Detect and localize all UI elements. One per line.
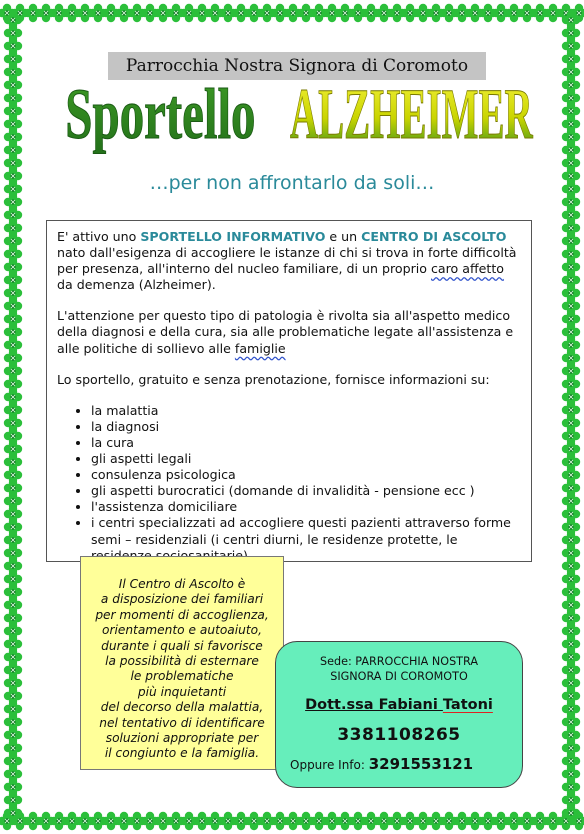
- clover-icon: [453, 4, 471, 22]
- clover-icon: [0, 4, 16, 22]
- info-text: nato dall'esigenza di accogliere le istanze di chi si trova in forte difficoltà per presenza, all'interno del nucleo familiare, di un proprio: [57, 245, 517, 277]
- clover-icon: [562, 791, 580, 809]
- clover-icon: [466, 812, 484, 830]
- clover-icon: [4, 128, 22, 146]
- clover-icon: [427, 4, 445, 22]
- info-text: E' attivo uno: [57, 229, 141, 244]
- clover-icon: [557, 812, 575, 830]
- clover-icon: [4, 648, 22, 666]
- info-text: e un: [325, 229, 362, 244]
- clover-icon: [4, 37, 22, 55]
- clover-icon: [63, 4, 81, 22]
- clover-icon: [562, 63, 580, 81]
- clover-icon: [505, 4, 523, 22]
- clover-icon: [4, 726, 22, 744]
- clover-icon: [401, 4, 419, 22]
- clover-icon: [297, 812, 315, 830]
- clover-icon: [562, 219, 580, 237]
- clover-icon: [562, 284, 580, 302]
- clover-icon: [562, 492, 580, 510]
- clover-icon: [4, 570, 22, 588]
- clover-icon: [479, 4, 497, 22]
- clover-icon: [4, 89, 22, 107]
- clover-icon: [4, 791, 22, 809]
- clover-icon: [4, 713, 22, 731]
- clover-icon: [518, 812, 536, 830]
- clover-icon: [562, 102, 580, 120]
- clover-icon: [4, 50, 22, 68]
- clover-icon: [193, 4, 211, 22]
- clover-icon: [323, 812, 341, 830]
- clover-icon: [453, 812, 471, 830]
- doctor-name: [284, 697, 514, 713]
- clover-icon: [193, 812, 211, 830]
- clover-icon: [479, 812, 497, 830]
- clover-icon: [562, 479, 580, 497]
- clover-icon: [562, 609, 580, 627]
- clover-icon: [562, 323, 580, 341]
- info-text: da demenza (Alzheimer).: [57, 277, 216, 293]
- clover-icon: [4, 180, 22, 198]
- clover-icon: [562, 349, 580, 367]
- clover-icon: [544, 812, 562, 830]
- highlight-sportello: SPORTELLO INFORMATIVO: [140, 229, 326, 244]
- clover-border-right: [558, 0, 584, 834]
- info-paragraph-3: Lo sportello, gratuito e senza prenotazione, fornisce informazioni su:: [57, 371, 490, 387]
- clover-icon: [562, 648, 580, 666]
- note-line: durante i quali si favorisce: [101, 638, 263, 653]
- clover-icon: [167, 812, 185, 830]
- parish-name: Parrocchia Nostra Signora di Coromoto: [108, 52, 486, 80]
- list-item: • l'assistenza domiciliare: [91, 499, 521, 515]
- info-paragraph-1: [57, 229, 521, 293]
- clover-icon: [562, 401, 580, 419]
- clover-icon: [206, 812, 224, 830]
- clover-icon: [4, 115, 22, 133]
- clover-icon: [562, 505, 580, 523]
- note-line: per momenti di accoglienza,: [95, 607, 269, 622]
- clover-icon: [562, 297, 580, 315]
- alt-contact: [284, 755, 514, 773]
- list-item: • gli aspetti burocratici (domande di invalidità - pensione ecc ): [91, 483, 521, 499]
- info-text: L'attenzione per questo tipo di patologia è rivolta sia all'aspetto medico della diagnosi e della cura, sia alle problematiche legate all'assistenza e alle politiche di sollievo alle: [57, 308, 514, 356]
- clover-icon: [518, 4, 536, 22]
- clover-icon: [128, 812, 146, 830]
- phone-number[interactable]: 3381108265: [337, 725, 461, 745]
- list-item: • la cura: [91, 435, 521, 451]
- clover-icon: [4, 414, 22, 432]
- clover-icon: [11, 4, 29, 22]
- clover-border-bottom: [0, 808, 584, 834]
- clover-icon: [562, 154, 580, 172]
- note-line: soluzioni appropriate per: [105, 731, 259, 746]
- tagline: …per non affrontarlo da soli…: [149, 172, 435, 194]
- clover-icon: [562, 531, 580, 549]
- clover-icon: [206, 4, 224, 22]
- clover-icon: [284, 4, 302, 22]
- clover-icon: [4, 479, 22, 497]
- clover-icon: [4, 310, 22, 328]
- clover-icon: [562, 427, 580, 445]
- clover-icon: [562, 141, 580, 159]
- note-line: più inquietanti: [137, 684, 227, 699]
- clover-icon: [562, 206, 580, 224]
- clover-icon: [63, 812, 81, 830]
- clover-border-top: [0, 0, 584, 26]
- clover-icon: [562, 674, 580, 692]
- clover-icon: [245, 812, 263, 830]
- clover-icon: [562, 752, 580, 770]
- clover-icon: [562, 700, 580, 718]
- clover-icon: [4, 206, 22, 224]
- doctor-name-first: Dott.ssa Fabiani: [305, 697, 443, 713]
- clover-icon: [4, 297, 22, 315]
- clover-icon: [50, 812, 68, 830]
- clover-icon: [258, 4, 276, 22]
- clover-icon: [562, 258, 580, 276]
- info-box: [46, 220, 532, 562]
- clover-icon: [388, 4, 406, 22]
- clover-icon: [562, 180, 580, 198]
- clover-icon: [562, 570, 580, 588]
- clover-icon: [440, 812, 458, 830]
- address-line: Sede: PARROCCHIA NOSTRA: [320, 655, 478, 668]
- clover-icon: [531, 4, 549, 22]
- alt-contact-label: Oppure Info:: [290, 758, 369, 772]
- clover-icon: [219, 4, 237, 22]
- clover-icon: [4, 76, 22, 94]
- note-line: del decorso della malattia,: [100, 700, 264, 715]
- clover-icon: [562, 726, 580, 744]
- clover-icon: [310, 812, 328, 830]
- note-line: la possibilità di esternare: [105, 654, 259, 669]
- clover-icon: [128, 4, 146, 22]
- clover-icon: [4, 492, 22, 510]
- clover-icon: [4, 11, 22, 29]
- clover-icon: [4, 141, 22, 159]
- clover-icon: [349, 812, 367, 830]
- clover-icon: [375, 812, 393, 830]
- list-item: • consulenza psicologica: [91, 467, 521, 483]
- clover-icon: [562, 167, 580, 185]
- clover-icon: [154, 4, 172, 22]
- clover-icon: [76, 812, 94, 830]
- clover-icon: [570, 812, 584, 830]
- clover-icon: [4, 609, 22, 627]
- clover-icon: [232, 4, 250, 22]
- clover-icon: [219, 812, 237, 830]
- clover-icon: [141, 812, 159, 830]
- alt-phone-number[interactable]: 3291553121: [368, 755, 474, 773]
- clover-icon: [4, 102, 22, 120]
- list-item: • la diagnosi: [91, 419, 521, 435]
- clover-icon: [245, 4, 263, 22]
- address-line: SIGNORA DI COROMOTO: [330, 670, 468, 683]
- clover-icon: [154, 812, 172, 830]
- clover-icon: [562, 804, 580, 822]
- clover-icon: [562, 37, 580, 55]
- clover-icon: [4, 336, 22, 354]
- contact-box: [275, 641, 523, 788]
- clover-icon: [562, 11, 580, 29]
- clover-icon: [562, 388, 580, 406]
- clover-icon: [362, 4, 380, 22]
- clover-icon: [336, 812, 354, 830]
- clover-icon: [297, 4, 315, 22]
- clover-icon: [401, 812, 419, 830]
- clover-icon: [115, 812, 133, 830]
- clover-icon: [102, 4, 120, 22]
- clover-icon: [4, 193, 22, 211]
- clover-icon: [37, 4, 55, 22]
- clover-icon: [562, 414, 580, 432]
- clover-icon: [4, 375, 22, 393]
- clover-icon: [562, 24, 580, 42]
- clover-icon: [4, 765, 22, 783]
- title-word-sportello: Sportello: [65, 74, 256, 155]
- clover-icon: [562, 375, 580, 393]
- clover-icon: [336, 4, 354, 22]
- clover-icon: [492, 812, 510, 830]
- clover-icon: [531, 812, 549, 830]
- clover-icon: [4, 427, 22, 445]
- clover-icon: [180, 812, 198, 830]
- list-item: • gli aspetti legali: [91, 451, 521, 467]
- clover-icon: [4, 167, 22, 185]
- clover-icon: [562, 50, 580, 68]
- clover-icon: [562, 765, 580, 783]
- list-item: • i centri specializzati ad accogliere questi pazienti attraverso forme semi – residenziali (i centri diurni, le residenze protette, le: [91, 515, 521, 563]
- note-line: le problematiche: [130, 669, 234, 684]
- clover-icon: [4, 232, 22, 250]
- clover-icon: [4, 453, 22, 471]
- clover-icon: [4, 583, 22, 601]
- clover-icon: [4, 440, 22, 458]
- clover-icon: [562, 115, 580, 133]
- contact-address: [284, 654, 514, 684]
- clover-icon: [89, 4, 107, 22]
- clover-icon: [349, 4, 367, 22]
- clover-icon: [4, 778, 22, 796]
- clover-icon: [4, 24, 22, 42]
- clover-icon: [232, 812, 250, 830]
- clover-icon: [37, 812, 55, 830]
- clover-icon: [115, 4, 133, 22]
- clover-icon: [24, 4, 42, 22]
- clover-icon: [562, 76, 580, 94]
- note-line: orientamento e autoaiuto,: [101, 623, 262, 638]
- clover-icon: [4, 674, 22, 692]
- clover-icon: [4, 544, 22, 562]
- clover-icon: [4, 258, 22, 276]
- clover-icon: [557, 4, 575, 22]
- clover-icon: [466, 4, 484, 22]
- clover-border-left: [0, 0, 26, 834]
- clover-icon: [310, 4, 328, 22]
- info-text-flagged: caro affetto: [431, 261, 504, 277]
- clover-icon: [0, 812, 16, 830]
- note-line: il congiunto e la famiglia.: [104, 746, 260, 761]
- clover-icon: [562, 713, 580, 731]
- clover-icon: [4, 349, 22, 367]
- clover-icon: [414, 812, 432, 830]
- clover-icon: [4, 687, 22, 705]
- topics-list: [57, 403, 521, 564]
- clover-icon: [562, 193, 580, 211]
- clover-icon: [562, 310, 580, 328]
- clover-icon: [258, 812, 276, 830]
- clover-icon: [11, 812, 29, 830]
- clover-icon: [362, 812, 380, 830]
- clover-icon: [562, 687, 580, 705]
- clover-icon: [562, 583, 580, 601]
- clover-icon: [562, 739, 580, 757]
- clover-icon: [4, 661, 22, 679]
- clover-icon: [167, 4, 185, 22]
- title-word-alzheimer: ALZHEIMER: [289, 74, 534, 155]
- note-line: a disposizione dei familiari: [100, 592, 264, 607]
- clover-icon: [4, 323, 22, 341]
- clover-icon: [4, 219, 22, 237]
- clover-icon: [271, 812, 289, 830]
- clover-icon: [562, 635, 580, 653]
- clover-icon: [4, 752, 22, 770]
- clover-icon: [4, 596, 22, 614]
- clover-icon: [271, 4, 289, 22]
- clover-icon: [562, 362, 580, 380]
- clover-icon: [180, 4, 198, 22]
- clover-icon: [4, 63, 22, 81]
- list-item: • la malattia: [91, 403, 521, 419]
- clover-icon: [562, 596, 580, 614]
- clover-icon: [4, 804, 22, 822]
- clover-icon: [505, 812, 523, 830]
- clover-icon: [562, 440, 580, 458]
- clover-icon: [4, 466, 22, 484]
- clover-icon: [4, 401, 22, 419]
- clover-icon: [562, 557, 580, 575]
- clover-icon: [562, 245, 580, 263]
- clover-icon: [544, 4, 562, 22]
- clover-icon: [4, 531, 22, 549]
- listening-center-note: [80, 556, 284, 770]
- clover-icon: [4, 518, 22, 536]
- info-paragraph-2: [57, 308, 521, 356]
- clover-icon: [284, 812, 302, 830]
- clover-icon: [562, 466, 580, 484]
- clover-icon: [562, 336, 580, 354]
- clover-icon: [562, 622, 580, 640]
- clover-icon: [323, 4, 341, 22]
- doctor-name-last: Tatoni: [442, 697, 493, 713]
- clover-icon: [562, 518, 580, 536]
- clover-icon: [50, 4, 68, 22]
- clover-icon: [388, 812, 406, 830]
- clover-icon: [427, 812, 445, 830]
- clover-icon: [141, 4, 159, 22]
- clover-icon: [4, 154, 22, 172]
- clover-icon: [4, 557, 22, 575]
- info-text-flagged: famiglie: [234, 340, 286, 356]
- clover-icon: [414, 4, 432, 22]
- clover-icon: [562, 128, 580, 146]
- clover-icon: [4, 284, 22, 302]
- highlight-centro: CENTRO DI ASCOLTO: [361, 229, 507, 244]
- clover-icon: [4, 505, 22, 523]
- clover-icon: [4, 635, 22, 653]
- clover-icon: [4, 388, 22, 406]
- page-title: [62, 74, 534, 168]
- clover-icon: [4, 271, 22, 289]
- clover-icon: [562, 271, 580, 289]
- clover-icon: [4, 622, 22, 640]
- note-line: Il Centro di Ascolto è: [118, 577, 246, 591]
- clover-icon: [562, 453, 580, 471]
- note-line: nel tentativo di identificare: [99, 715, 265, 730]
- clover-icon: [76, 4, 94, 22]
- clover-icon: [4, 739, 22, 757]
- clover-icon: [375, 4, 393, 22]
- clover-icon: [562, 89, 580, 107]
- clover-icon: [102, 812, 120, 830]
- clover-icon: [562, 778, 580, 796]
- clover-icon: [562, 661, 580, 679]
- clover-icon: [570, 4, 584, 22]
- clover-icon: [562, 544, 580, 562]
- clover-icon: [24, 812, 42, 830]
- clover-icon: [4, 245, 22, 263]
- clover-icon: [89, 812, 107, 830]
- clover-icon: [440, 4, 458, 22]
- clover-icon: [562, 232, 580, 250]
- clover-icon: [4, 700, 22, 718]
- clover-icon: [492, 4, 510, 22]
- clover-icon: [4, 362, 22, 380]
